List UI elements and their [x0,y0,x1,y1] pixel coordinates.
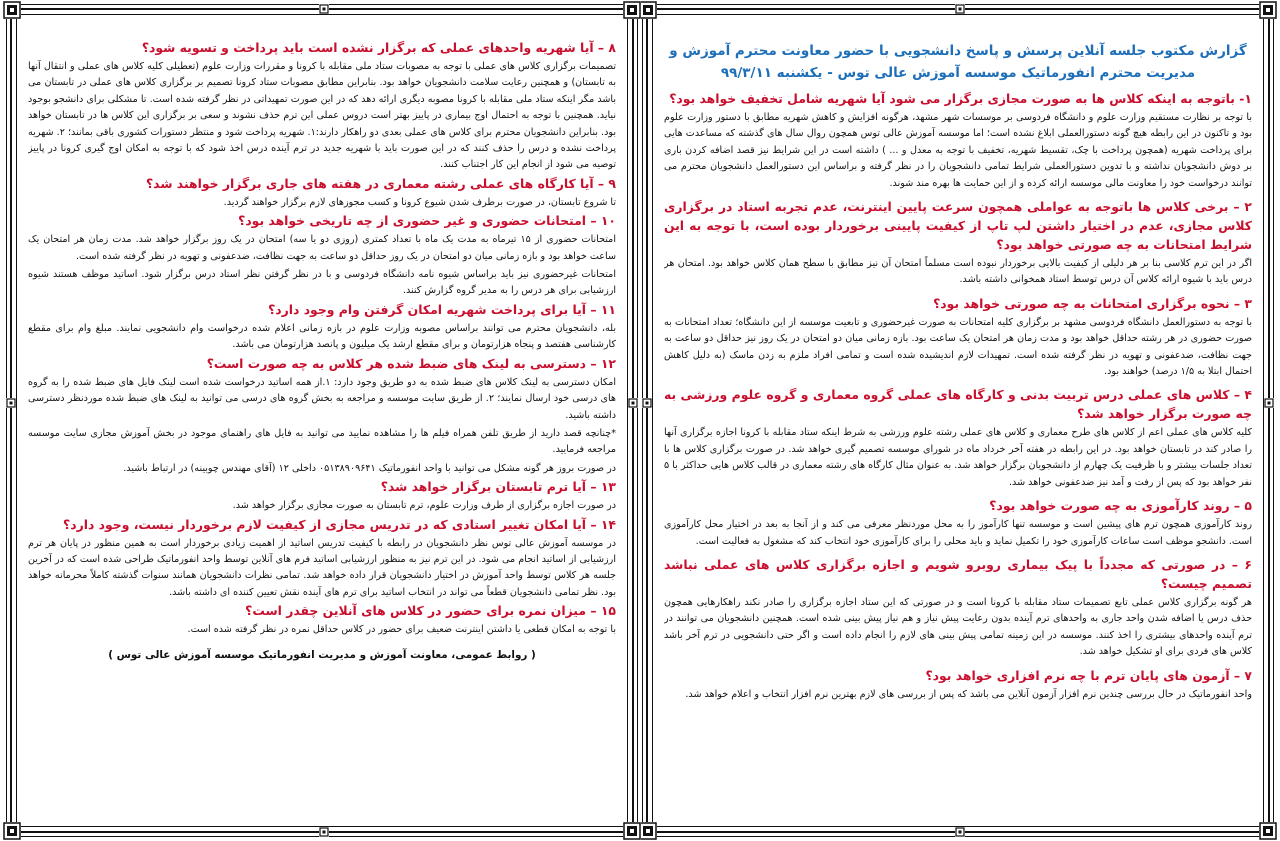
question-heading: ۸ – آیا شهریه واحدهای عملی که برگزار نشده است باید پرداخت و تسویه شود؟ [141,40,616,55]
answer-paragraph: با توجه به امکان قطعی یا داشتن اینترنت ضعیف برای حضور در کلاس حداقل نمره در نظر گرفته شده است. [187,624,616,636]
ornamental-edge-icon [1264,398,1274,408]
ornamental-edge-icon [955,827,965,837]
qa-section-8 [28,38,616,174]
page-one-content [664,22,1252,821]
answer-paragraph: هر گونه برگزاری کلاس عملی تابع تصمیمات ستاد مقابله با کرونا است و در صورتی که این ستاد اجازه برگزاری را صادر نکند راهکارهایی همچون حذف درس یا اضافه شدن واحد جاری به واحدهای ترم آینده بدون رعایت پیش نیاز و هم نیاز پیش بینی شده است. همچنین دانشجویان می توانند در ترم آینده واحدهای بیشتری را اخذ کنند. موسسه در این زمینه تمامی پیش بینی های لازم را انجام داده است و اگر حتی دانشجویی در ترم آخر باشد کلاس های فردی برای او تشکیل خواهد شد. [664,596,1252,658]
qa-section-7 [664,666,1252,703]
ornamental-corner-icon [1259,822,1277,840]
ornamental-edge-icon [6,398,16,408]
signature: ( روابط عمومی، معاونت آموزش و مدیریت انفورماتیک موسسه آموزش عالی توس ) [108,648,536,661]
ornamental-edge-icon [319,827,329,837]
question-heading: ۵ – روند کارآموزی به چه صورت خواهد بود؟ [989,498,1252,514]
question-heading: ۱۳ – آیا ترم تابستان برگزار خواهد شد؟ [380,479,616,495]
answer-paragraph: امکان دسترسی به لینک کلاس های ضبط شده به دو طریق وجود دارد: ۱.از همه اساتید درخواست شده است لینک فایل های ضبط شده را به گروه های درسی خود ارسال نمایند؛ ۲. از طریق سایت موسسه و مراجعه به بخش گروه های درسی می توانید به لینک های ضبط شده موردنظر دسترسی داشته باشید. [28,376,616,421]
ornamental-corner-icon [3,1,21,19]
report-title [664,40,1252,84]
answer-paragraph: بله، دانشجویان محترم می توانند براساس مصوبه وزارت علوم در بازه زمانی اعلام شده درخواست وام دانشجویی نمایند. مبلغ وام برای مقطع کارشناسی هفتصد و پنجاه هزارتومان و برای مقطع ارشد یک میلیون و پانصد هزارتومان می باشد. [28,322,616,351]
answer-paragraph: در صورت اجازه برگزاری از طرف وزارت علوم، ترم تابستان به صورت مجازی برگزار خواهد شد. [232,500,616,512]
ornamental-edge-icon [642,398,652,408]
answer-paragraph: *چنانچه قصد دارید از طریق تلفن همراه فیلم ها را مشاهده نمایید می توانید به فایل های راهنمای موجود در بخش آموزش مجازی سایت موسسه مراجعه فرمایید. [28,427,616,456]
qa-section-11 [28,300,616,354]
ornamental-corner-icon [1259,1,1277,19]
question-heading: ۳ – نحوه برگزاری امتحانات به چه صورتی خواهد بود؟ [933,295,1252,311]
page-one [646,8,1270,833]
answer-paragraph: واحد انفورماتیک در حال بررسی چندین نرم افزار آزمون آنلاین می باشد که پس از بررسی های لازم بهترین نرم افزار انتخاب و اعلام خواهد شد. [685,688,1252,700]
qa-section-1 [664,89,1252,192]
question-heading: ۱۲ – دسترسی به لینک های ضبط شده هر کلاس به چه صورت است؟ [206,355,616,371]
answer-paragraph: اگر در این ترم کلاسی بنا بر هر دلیلی از کیفیت بالایی برخوردار نبوده است مسلماً امتحان آن نیز مطابق با سطح همان کلاس خواهد بود. امتحان هر درس باید با شیوه ارائه کلاس آن درس توسط استاد همخوانی داشته باشد. [664,258,1252,286]
ornamental-edge-icon [955,4,965,14]
answer-paragraph: امتحانات حضوری از ۱۵ تیرماه به مدت یک ماه با تعداد کمتری (روزی دو یا سه) امتحان در یک روز برگزار خواهد شد. مدت زمان هر امتحان یک ساعت خواهد بود و بازه زمانی میان دو امتحان در یک روز حداقل دو ساعت به جهت نظافت، ضدعفونی و تهویه در نظر گرفته شده است. [28,234,616,262]
question-heading: ۴ – کلاس های عملی درس تربیت بدنی و کارگاه های عملی گروه معماری و گروه علوم ورزشی به چه صورت برگزار خواهد شد؟ [664,387,1252,422]
answer-paragraph: امتحانات غیرحضوری نیز باید براساس شیوه نامه دانشگاه فردوسی و با در نظر گرفتن نظر استاد درس برگزار شود. اساتید موظف هستند شیوه ارزشیابی برای هر درس را به مدیر گروه گزارش کنند. [28,269,616,297]
question-heading: ۶ – در صورتی که مجدداً با پیک بیماری روبرو شویم و اجازه برگزاری کلاس های عملی نباشد تصمیم چیست؟ [664,556,1252,591]
page-two [10,8,634,833]
qa-section-5 [664,496,1252,550]
question-heading: ۱۱ – آیا برای پرداخت شهریه امکان گرفتن وام وجود دارد؟ [268,301,616,317]
report-title-line-1: گزارش مکتوب جلسه آنلاین پرسش و پاسخ دانشجویی با حضور معاونت محترم آموزش و [669,43,1247,59]
qa-section-10 [28,211,616,300]
question-heading: ۷ – آزمون های پایان ترم با چه نرم افزاری خواهد بود؟ [925,667,1252,683]
report-title-line-2: مدیریت محترم انفورماتیک موسسه آموزش عالی توس - یکشنبه ۹۹/۳/۱۱ [720,65,1196,81]
question-heading: ۹ – آیا کارگاه های عملی رشته معماری در هفته های جاری برگزار خواهند شد؟ [145,175,616,191]
question-heading: ۱۰ – امتحانات حضوری و غیر حضوری از چه تاریخی خواهد بود؟ [238,213,616,229]
answer-paragraph: روند کارآموزی همچون ترم های پیشین است و موسسه تنها کارآموز را به محل موردنظر معرفی می کند و از آنجا به بعد در اختیار محل کارآموزی است. دانشجو موظف است ساعات کارآموزی خود را تکمیل نماید و باید محلی را برای کارآموزی خود انتخاب کند که مشغول به فعالیت است. [664,519,1252,547]
qa-section-14 [28,515,616,602]
qa-section-4 [664,385,1252,491]
answer-paragraph: در موسسه آموزش عالی توس نظر دانشجویان در رابطه با کیفیت تدریس اساتید از اهمیت زیادی برخوردار است به همین منظور در پایان هر ترم ارزشیابی از اساتید انجام می شود. در این ترم نیز به منظور ارزشیابی اساتید فرم های آنلاین توسط واحد انفورماتیک طراحی شده است که در آخرین جلسه هر کلاس توسط واحد آموزش در اختیار دانشجویان قرار داده خواهد شد. تمامی نظرات دانشجویان همانند سنوات گذشته کاملاً محرمانه خواهد بود. نظر تمامی دانشجویان قطعاً می تواند در انتخاب اساتید برای ترم های آینده نقش تعیین کننده ای داشته باشد. [28,537,616,598]
question-heading: ۲ – برخی کلاس ها باتوجه به عواملی همچون سرعت پایین اینترنت، عدم تجربه استاد در برگزاری کلاس مجازی، عدم در اختیار داشتن لپ تاپ از کیفیت پایینی برخوردار بوده است، با توجه به این شرایط امتحانات به چه صورتی خواهد بود؟ [664,199,1252,253]
answer-paragraph: تصمیمات برگزاری کلاس های عملی با توجه به مصوبات ستاد ملی مقابله با کرونا و مقررات وزارت علوم (تعطیلی کلیه کلاس های عملی و انتقال آنها به تابستان) و همچنین رعایت سلامت دانشجویان خواهد بود. بنابراین مطابق مصوبات ستاد کرونا تصمیم بر برگزاری کلاس های عملی در تابستان می باشد مگر اینکه ستاد ملی مقابله با کرونا مصوبه دیگری ارائه دهد که در این صورت تمهیداتی در نظر گرفته شده است. تا مشکلی برای دانشجو بوجود نیاید. همچنین با توجه به احتمال اوج بیماری در پاییز بهتر است دروس عملی این ترم حذف نشوند و سعی بر برگزاری این کلاس ها در تابستان خواهد بود. بنابراین دانشجویان محترم برای کلاس های عملی بعدی دو راهکار دارند:۱. شهریه پرداخت شود و منتظر دستورات کشوری باقی بمانند؛ ۲. شهریه پرداخت نشده و درس را حذف کنند که در این صورت باید با شهریه جدید در ترم آینده درس اخذ شود که با توجه به امکان اوج گیری کرونا در پاییز توصیه می شود از انجام این کار اجتناب کنند. [28,61,616,171]
answer-paragraph: در صورت بروز هر گونه مشکل می توانید با واحد انفورماتیک ۰۵۱۳۸۹۰۹۶۴۱ داخلی ۱۲ (آقای مهندس چوبینه) در ارتباط باشید. [123,462,616,474]
page-two-content [28,38,616,821]
question-heading: ۱۴ – آیا امکان تغییر استادی که در تدریس مجازی از کیفیت لازم برخوردار نیست، وجود دارد؟ [63,516,616,532]
ornamental-edge-icon [628,398,638,408]
ornamental-corner-icon [639,822,657,840]
answer-paragraph: کلیه کلاس های عملی اعم از کلاس های طرح معماری و کلاس های عملی رشته علوم ورزشی به شرط اینکه ستاد مقابله با کرونا اجازه برگزاری آنها را صادر کند در تابستان خواهد بود. در این رابطه در هفته آخر خرداد ماه در شورای موسسه تصمیم گیری خواهد شد. در صورت برگزاری کلاس ها با تعداد جلسات بیشتر و با ظرفیت یک چهارم از دانشجویان برگزار خواهد شد. به عنوان مثال کارگاه های رشته معماری در قالب کلاس هایی حداکثر با ۵ نفر خواهد بود که پس از رفت و آمد نیز ضدعفونی خواهد شد. [664,427,1252,488]
ornamental-corner-icon [639,1,657,19]
qa-section-12 [28,354,616,477]
qa-section-15 [28,601,616,638]
ornamental-corner-icon [623,1,641,19]
ornamental-corner-icon [3,822,21,840]
question-heading: ۱- باتوجه به اینکه کلاس ها به صورت مجازی برگزار می شود آیا شهریه شامل تخفیف خواهد بود؟ [669,91,1252,106]
answer-paragraph: با توجه بر نظارت مستقیم وزارت علوم و دانشگاه فردوسی بر موسسات شهر مشهد، هرگونه افزایش و کاهش شهریه مطابق با دستور وزارت علوم بود و تاکنون در این رابطه هیچ گونه دستورالعملی ابلاغ نشده است؛ اما موسسه آموزش عالی توس همچون روال سال های گذشته که مساعدت هایی برای پرداخت شهریه (همچون پرداخت با چک، تقسیط شهریه، تخفیف با توجه به معدل و ... ) داشته است در این شرایط نیز قصد اضافه کردن باری بر دوش دانشجویان نداشته و با تدوین دستورالعملی شرایط تمامی دانشجویان را در نظر گرفته و براساس این دستورالعمل دانشجویان محترم می توانند درخواست خود را معاونت مالی موسسه ارائه کرده و از این حمایت ها بهره مند شوند. [664,112,1252,189]
qa-section-2 [664,197,1252,289]
qa-section-9 [28,174,616,211]
ornamental-edge-icon [319,4,329,14]
qa-section-6 [664,555,1252,661]
qa-section-3 [664,294,1252,381]
question-heading: ۱۵ – میزان نمره برای حضور در کلاس های آنلاین چقدر است؟ [245,603,616,619]
qa-section-13 [28,477,616,514]
answer-paragraph: تا شروع تابستان، در صورت برطرف شدن شیوع کرونا و کسب مجوزهای لازم برگزار خواهند گردید. [223,196,616,208]
answer-paragraph: با توجه به دستورالعمل دانشگاه فردوسی مشهد بر برگزاری کلیه امتحانات به صورت غیرحضوری و تابعیت موسسه از این دانشگاه؛ تعداد امتحانات به صورت حضوری در هر رشته حداقل خواهد بود و مدت زمان هر امتحان یک ساعت بود. بازه زمانی میان دو امتحان در یک روز نیز حداقل دو ساعت به جهت نظافت، ضدعفونی و تهویه در نظر گرفته شده است. تمهیدات لازم اندیشیده شده است و تمامی افراد ملزم به زدن ماسک (به دلیل کاهش احتمال ابتلا به ۱/۵ درصد) خواهند بود. [664,316,1252,378]
ornamental-corner-icon [623,822,641,840]
